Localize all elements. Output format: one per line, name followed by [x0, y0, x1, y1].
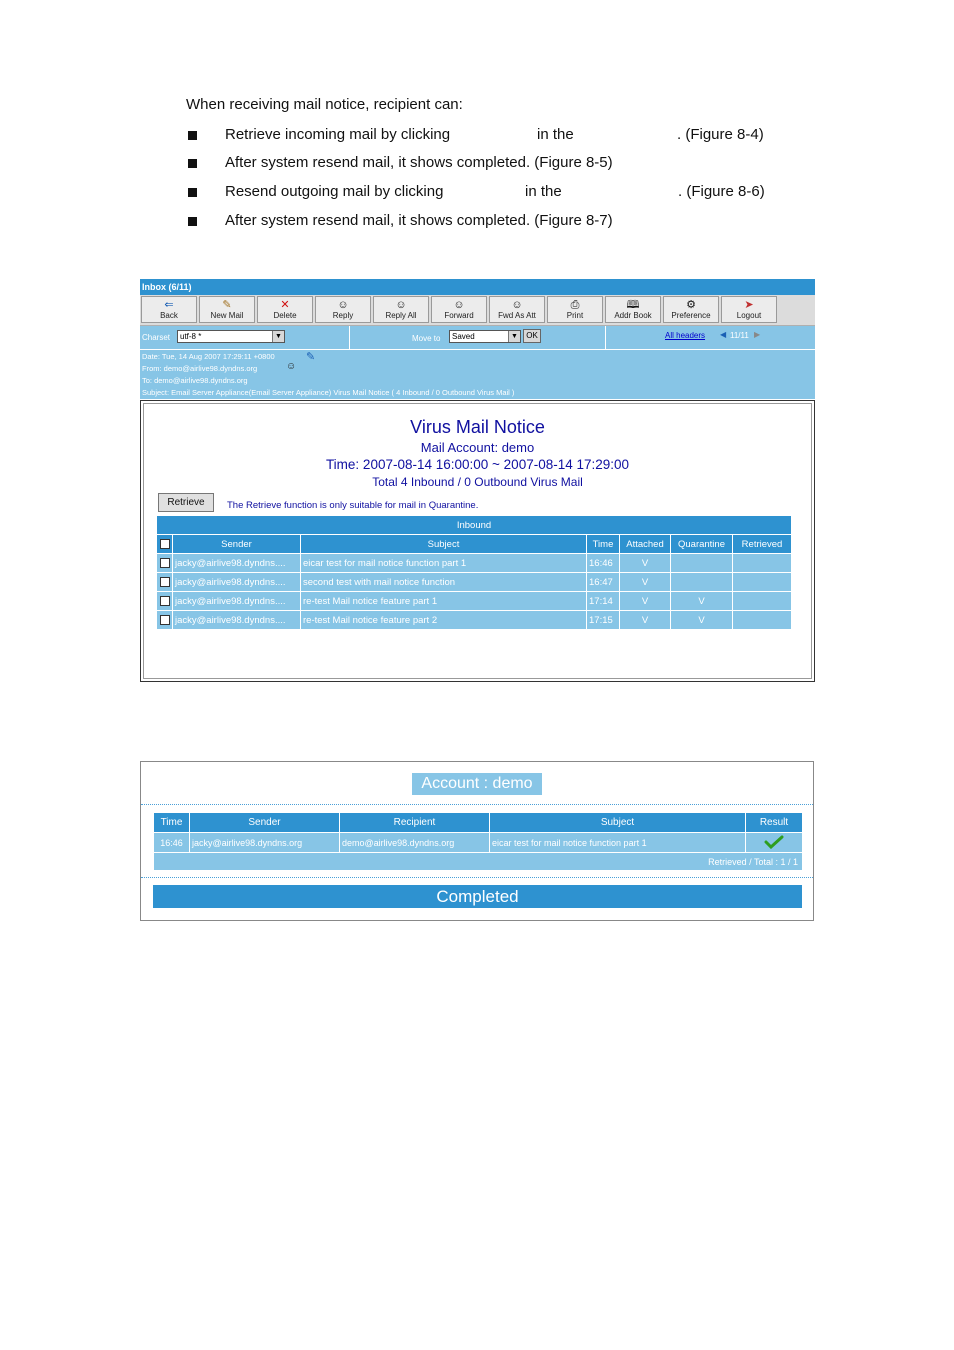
column-header-time: Time — [587, 535, 620, 554]
quarantine-cell — [671, 554, 733, 573]
print-button[interactable] — [547, 296, 603, 323]
dotted-divider — [141, 804, 813, 805]
bullet-square-icon — [188, 217, 197, 226]
notice-time: Time: 2007-08-14 16:00:00 ~ 2007-08-14 17:29:00 — [325, 457, 630, 472]
fwd-as-att-button[interactable] — [489, 296, 545, 323]
mail-client-screenshot — [140, 279, 815, 682]
green-checkmark-icon — [764, 835, 784, 849]
result-cell — [746, 833, 803, 853]
logout-button[interactable] — [721, 296, 777, 323]
bullet-square-icon — [188, 159, 197, 168]
message-body — [140, 400, 815, 682]
logout-label: Logout — [736, 311, 762, 320]
account-heading: Account : demo — [412, 773, 542, 795]
new-mail-label: New Mail — [210, 311, 244, 320]
forward-icon: ☺ — [453, 299, 465, 311]
bullet-text: After system resend mail, it shows completed. (Figure 8-5) — [225, 154, 613, 171]
table-row — [157, 573, 792, 592]
fwd-as-att-label: Fwd As Att — [498, 311, 536, 320]
sender-cell: jacky@airlive98.dyndns.... — [173, 592, 301, 611]
column-header-subject: Subject — [301, 535, 587, 554]
column-header-quarantine: Quarantine — [671, 535, 733, 554]
inbox-title-bar — [140, 279, 815, 295]
subject-cell: second test with mail notice function — [301, 573, 587, 592]
quarantine-cell: V — [671, 592, 733, 611]
attached-cell: V — [620, 611, 671, 630]
table-row — [154, 833, 803, 853]
time-cell: 16:46 — [154, 833, 190, 853]
bullet-text: Resend outgoing mail by clicking — [225, 183, 444, 200]
options-bar — [140, 326, 815, 349]
all-headers-link[interactable]: All headers — [665, 331, 706, 340]
attached-cell: V — [620, 554, 671, 573]
printer-icon: ⎙ — [570, 299, 580, 311]
divider — [605, 326, 606, 349]
preference-label: Preference — [671, 311, 711, 320]
retrieved-cell — [733, 592, 792, 611]
chevron-down-icon: ▼ — [272, 331, 284, 342]
new-mail-icon: ✎ — [222, 299, 232, 311]
notice-frame — [143, 403, 812, 679]
table-row — [157, 592, 792, 611]
bullet-square-icon — [188, 188, 197, 197]
new-mail-button[interactable] — [199, 296, 255, 323]
retrieve-result-screenshot — [140, 761, 814, 921]
addr-book-button[interactable] — [605, 296, 661, 323]
column-header-recipient: Recipient — [340, 813, 490, 833]
calendar-icon[interactable]: ✎ — [306, 351, 316, 363]
bullet-text: in the — [537, 126, 574, 143]
row-checkbox[interactable] — [160, 577, 170, 587]
reply-all-label: Reply All — [385, 311, 417, 320]
pager-text: 11/11 — [730, 331, 749, 340]
bullet-square-icon — [188, 131, 197, 140]
result-table — [153, 812, 803, 871]
add-contact-icon[interactable]: ☺ — [286, 361, 297, 372]
completed-status-bar: Completed — [153, 885, 802, 908]
inbound-section-header: Inbound — [157, 516, 792, 535]
divider — [349, 326, 350, 349]
subject-cell: eicar test for mail notice function part 1 — [490, 833, 746, 853]
table-row — [157, 611, 792, 630]
bullet-text: Retrieve incoming mail by clicking — [225, 126, 451, 143]
retrieved-cell — [733, 611, 792, 630]
back-arrow-icon: ⇐ — [164, 299, 174, 311]
ok-button[interactable]: OK — [523, 329, 541, 343]
charset-label: Charset — [142, 333, 171, 342]
select-all-checkbox[interactable] — [160, 539, 170, 549]
column-header-sender: Sender — [173, 535, 301, 554]
attached-cell: V — [620, 573, 671, 592]
retrieve-note: The Retrieve function is only suitable for mail in Quarantine. — [227, 500, 479, 511]
back-label: Back — [160, 311, 178, 320]
sender-cell: jacky@airlive98.dyndns.org — [190, 833, 340, 853]
reply-all-icon: ☺ — [395, 299, 407, 311]
dotted-divider — [141, 877, 813, 878]
preference-button[interactable] — [663, 296, 719, 323]
bullet-text: in the — [525, 183, 562, 200]
delete-label: Delete — [273, 311, 297, 320]
time-cell: 16:46 — [587, 554, 620, 573]
bullet-item — [186, 126, 786, 146]
delete-x-icon: ✕ — [280, 299, 290, 311]
header-from: From: demo@airlive98.dyndns.org — [142, 364, 258, 373]
select-all-cell — [157, 535, 173, 554]
column-header-sender: Sender — [190, 813, 340, 833]
row-checkbox[interactable] — [160, 615, 170, 625]
previous-arrow-icon[interactable]: ◀ — [720, 330, 727, 339]
sender-cell: jacky@airlive98.dyndns.... — [173, 611, 301, 630]
table-row — [157, 554, 792, 573]
next-arrow-icon[interactable]: ▶ — [754, 330, 761, 339]
move-to-label: Move to — [412, 334, 441, 343]
preference-icon: ⚙ — [686, 299, 696, 311]
row-checkbox[interactable] — [160, 558, 170, 568]
time-cell: 17:15 — [587, 611, 620, 630]
bullet-item — [186, 154, 786, 174]
row-select-cell — [157, 573, 173, 592]
column-header-subject: Subject — [490, 813, 746, 833]
charset-select[interactable] — [177, 330, 285, 343]
retrieve-button[interactable]: Retrieve — [158, 493, 214, 512]
forward-button[interactable] — [431, 296, 487, 323]
subject-cell: eicar test for mail notice function part 1 — [301, 554, 587, 573]
move-to-value: Saved — [452, 332, 475, 341]
forward-attachment-icon: ☺ — [511, 299, 523, 311]
intro-text: When receiving mail notice, recipient can: — [186, 96, 463, 113]
addr-book-label: Addr Book — [614, 311, 652, 320]
header-to: To: demo@airlive98.dyndns.org — [142, 376, 248, 385]
logout-icon: ➤ — [744, 299, 754, 311]
sender-cell: jacky@airlive98.dyndns.... — [173, 573, 301, 592]
inbox-title: Inbox (6/11) — [142, 282, 192, 292]
column-header-result: Result — [746, 813, 803, 833]
message-headers — [140, 350, 815, 399]
quarantine-cell: V — [671, 611, 733, 630]
back-button[interactable] — [141, 296, 197, 323]
recipient-cell: demo@airlive98.dyndns.org — [340, 833, 490, 853]
bullet-item — [186, 183, 786, 203]
reply-all-button[interactable] — [373, 296, 429, 323]
header-subject: Subject: Email Server Appliance(Email Server Appliance) Virus Mail Notice ( 4 Inbound / 0 Outbound Virus Mail ) — [142, 388, 515, 397]
quarantine-cell — [671, 573, 733, 592]
subject-cell: re-test Mail notice feature part 2 — [301, 611, 587, 630]
subject-cell: re-test Mail notice feature part 1 — [301, 592, 587, 611]
chevron-down-icon: ▼ — [508, 331, 520, 342]
retrieved-summary: Retrieved / Total : 1 / 1 — [154, 853, 803, 871]
notice-account: Mail Account: demo — [420, 440, 535, 455]
time-cell: 17:14 — [587, 592, 620, 611]
move-to-select[interactable] — [449, 330, 521, 343]
mail-toolbar — [140, 295, 815, 326]
retrieved-cell — [733, 573, 792, 592]
reply-icon: ☺ — [337, 299, 349, 311]
retrieved-cell — [733, 554, 792, 573]
sender-cell: jacky@airlive98.dyndns.... — [173, 554, 301, 573]
reply-label: Reply — [332, 311, 354, 320]
delete-button[interactable] — [257, 296, 313, 323]
inbound-table — [156, 515, 792, 630]
print-label: Print — [566, 311, 584, 320]
address-book-icon: 🕮 — [626, 299, 640, 311]
column-header-retrieved: Retrieved — [733, 535, 792, 554]
bullet-text: . (Figure 8-6) — [678, 183, 765, 200]
column-header-attached: Attached — [620, 535, 671, 554]
bullet-text: After system resend mail, it shows completed. (Figure 8-7) — [225, 212, 613, 229]
time-cell: 16:47 — [587, 573, 620, 592]
forward-label: Forward — [444, 311, 474, 320]
column-header-time: Time — [154, 813, 190, 833]
notice-total: Total 4 Inbound / 0 Outbound Virus Mail — [372, 475, 583, 489]
header-date: Date: Tue, 14 Aug 2007 17:29:11 +0800 — [142, 352, 275, 361]
row-checkbox[interactable] — [160, 596, 170, 606]
reply-button[interactable] — [315, 296, 371, 323]
charset-value: utf-8 * — [180, 332, 202, 341]
attached-cell: V — [620, 592, 671, 611]
bullet-text: . (Figure 8-4) — [677, 126, 764, 143]
row-select-cell — [157, 554, 173, 573]
notice-heading: Virus Mail Notice — [410, 417, 545, 437]
bullet-item — [186, 212, 786, 232]
row-select-cell — [157, 592, 173, 611]
row-select-cell — [157, 611, 173, 630]
